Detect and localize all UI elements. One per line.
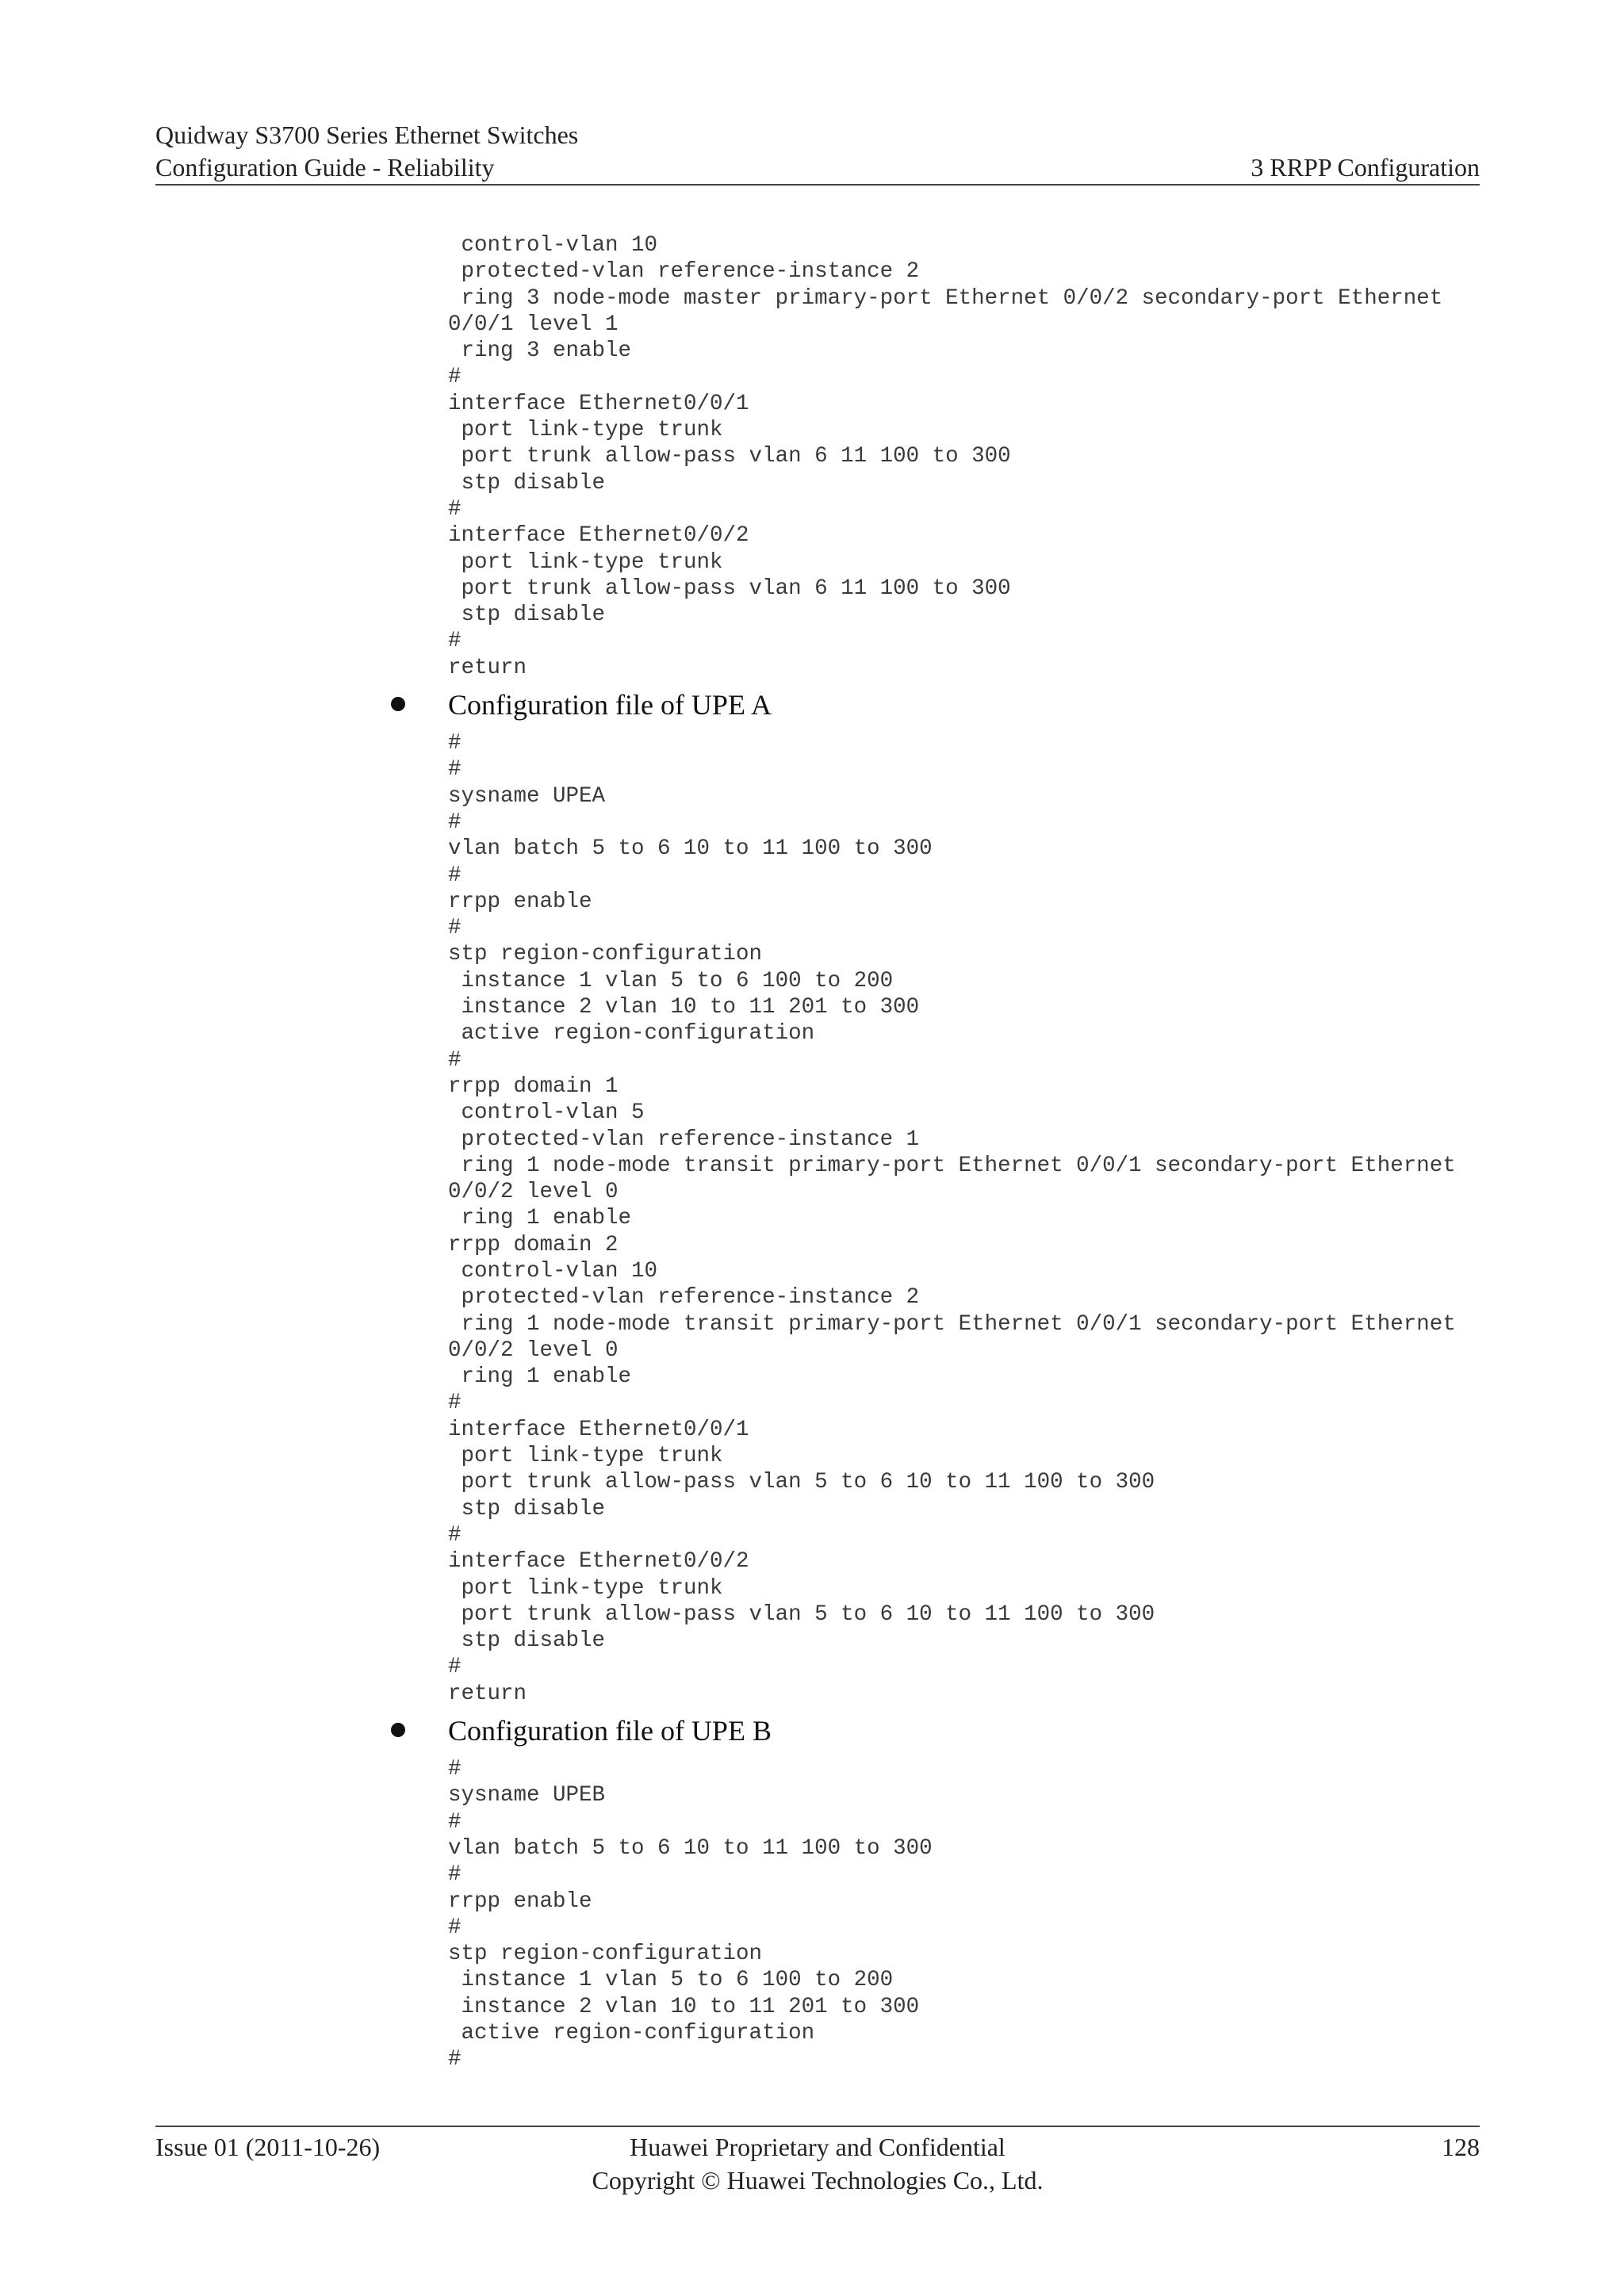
code-block-upe-b: # sysname UPEB # vlan batch 5 to 6 10 to 11 100 to 300 # rrpp enable # stp region-configuration instance 1 vlan 5 to 6 100 to 200 instance 2 vlan 10 to 11 201 to 300 active region-configuration # <box>448 1757 933 2072</box>
page-content <box>155 232 1480 2073</box>
page-footer <box>155 2126 1480 2197</box>
page-header <box>155 119 1480 186</box>
bullet-label: Configuration file of UPE A <box>448 689 772 721</box>
document-subtitle: Configuration Guide - Reliability <box>155 153 495 182</box>
bullet-item-upe-a <box>155 684 1480 727</box>
chapter-title: 3 RRPP Configuration <box>1251 153 1480 182</box>
proprietary-notice: Huawei Proprietary and Confidential <box>630 2133 1005 2161</box>
page-number: 128 <box>1442 2133 1480 2161</box>
code-block-rrpp-domain-tail: control-vlan 10 protected-vlan reference-instance 2 ring 3 node-mode master primary-port Ethernet 0/0/2 secondary-port Ethernet 0/0/1 level 1 ring 3 enable # interface Ethernet0/0/1 port link-type trunk port trunk allow-pass vlan 6 11 100 to 300 stp disable # interface Ethernet0/0/2 port link-type trunk port trunk allow-pass vlan 6 11 100 to 300 stp disable # return <box>448 233 1443 680</box>
issue-date: Issue 01 (2011-10-26) <box>155 2133 381 2161</box>
bullet-dot-icon <box>391 697 405 711</box>
copyright-notice: Copyright © Huawei Technologies Co., Ltd. <box>592 2166 1044 2195</box>
bullet-dot-icon <box>391 1723 405 1737</box>
bullet-item-upe-b <box>155 1710 1480 1753</box>
code-block-upe-a: # # sysname UPEA # vlan batch 5 to 6 10 to 11 100 to 300 # rrpp enable # stp region-configuration instance 1 vlan 5 to 6 100 to 200 instance 2 vlan 10 to 11 201 to 300 active region-configuration # rrpp domain 1 control-vlan 5 protected-vlan reference-instance 1 ring 1 node-mode transit primary-port Ethernet 0/0/1 secondary-port Ethernet 0/0/2 level 0 ring 1 enable rrpp domain 2 control-vlan 10 protected-vlan reference-instance 2 ring 1 node-mode transit primary-port Ethernet 0/0/1 secondary-port Ethernet 0/0/2 level 0 ring 1 enable # interface Ethernet0/0/1 port link-type trunk port trunk allow-pass vlan 5 to 6 10 to 11 100 to 300 stp disable # interface Ethernet0/0/2 port link-type trunk port trunk allow-pass vlan 5 to 6 10 to 11 100 to 300 stp disable # return <box>448 731 1456 1706</box>
bullet-label: Configuration file of UPE B <box>448 1715 772 1747</box>
document-title: Quidway S3700 Series Ethernet Switches <box>155 121 579 149</box>
